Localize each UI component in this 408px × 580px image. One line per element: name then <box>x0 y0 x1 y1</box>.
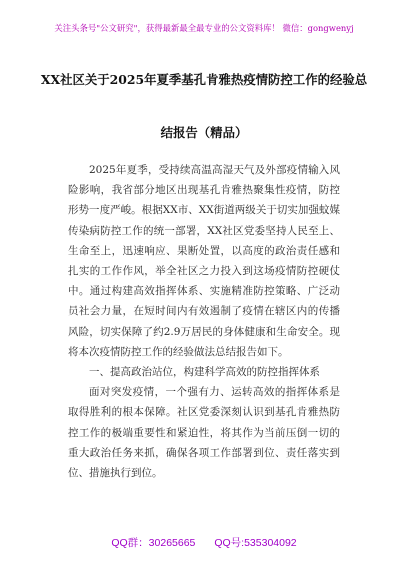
document-body <box>68 160 340 483</box>
document-title-line-2: 结报告（精品） <box>160 125 248 140</box>
qq-number: QQ号:535304092 <box>214 537 297 549</box>
qq-group: QQ群：30265665 <box>111 537 196 549</box>
paragraph-intro: 2025年夏季，受持续高温高湿天气及外部疫情输入风险影响，我省部分地区出现基孔肯雅热聚集性疫情，防控形势一度严峻。根据XX市、XX街道两级关于切实加强蚊媒传染病防控工作的统一部署，XX社区党委坚持人民至上、生命至上，迅速响应、果断处置，以高度的政治责任感和扎实的工作作风，举全社区之力投入到这场疫情防控硬仗中。通过构建高效指挥体系、实施精准防控策略、广泛动员社会力量，在短时间内有效遏制了疫情在辖区内的传播风险，切实保障了约2.9万居民的身体健康和生命安全。现将本次疫情防控工作的经验做法总结报告如下。 <box>68 164 340 358</box>
section-heading-1: 一、提高政治站位，构建科学高效的防控指挥体系 <box>89 366 320 379</box>
document-title-line-1: XX社区关于2025年夏季基孔肯雅热疫情防控工作的经验总 <box>40 72 368 87</box>
paragraph-section-1: 面对突发疫情，一个强有力、运转高效的指挥体系是取得胜利的根本保障。社区党委深刻认识到基孔肯雅热防控工作的极端重要性和紧迫性，将其作为当前压倒一切的重大政治任务来抓，确保各项工作部署到位、责任落实到位、措施执行到位。 <box>68 386 340 480</box>
promo-banner: 关注头条号"公文研究"，获得最新最全最专业的公文资料库！ 微信：gongwenyj <box>54 23 354 33</box>
contact-footer <box>0 535 408 550</box>
